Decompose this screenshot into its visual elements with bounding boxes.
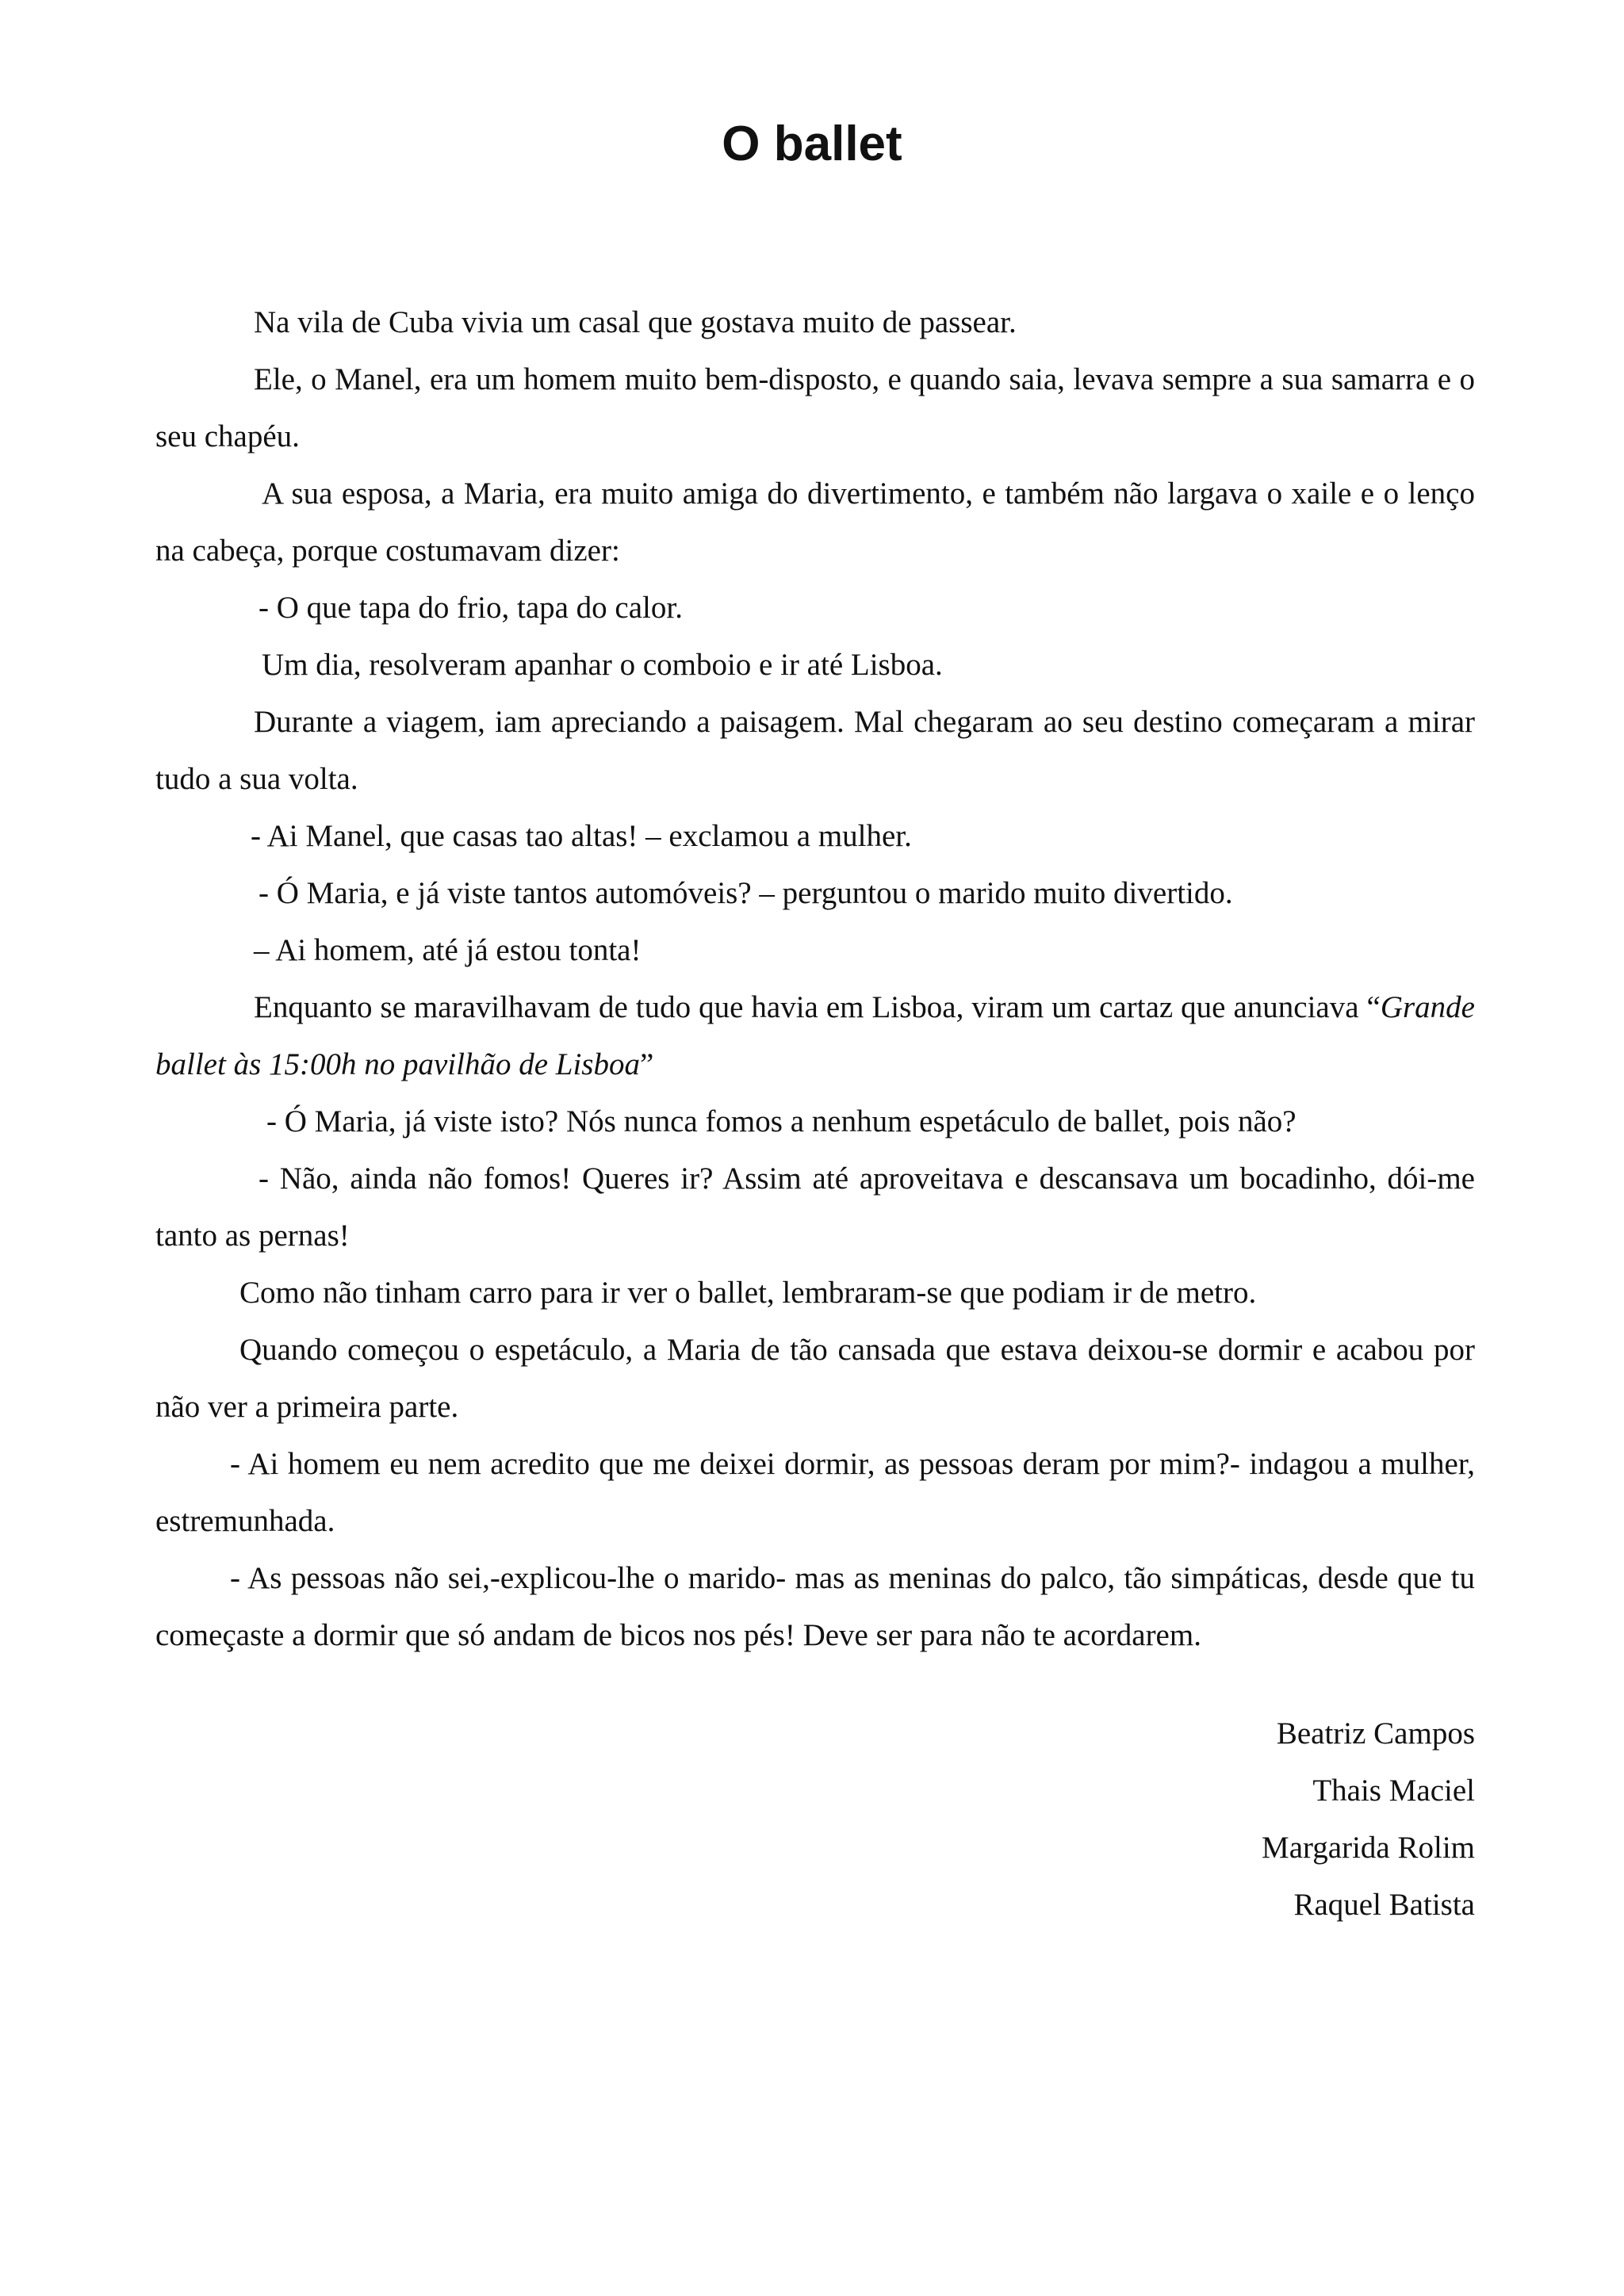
story-paragraph xyxy=(155,1322,1475,1436)
story-paragraph xyxy=(155,808,1475,865)
author-name: Beatriz Campos xyxy=(1276,1716,1475,1751)
paragraph-text: - Ai Manel, que casas tao altas! – exclamou a mulher. xyxy=(251,819,912,853)
story-body xyxy=(155,294,1475,1664)
page-title: O ballet xyxy=(722,117,902,171)
paragraph-text: Durante a viagem, iam apreciando a paisagem. Mal chegaram ao seu destino começaram a mirar tudo a sua volta. xyxy=(155,705,1475,796)
paragraph-text: Como não tinham carro para ir ver o ballet, lembraram-se que podiam ir de metro. xyxy=(239,1276,1257,1310)
story-paragraph xyxy=(155,351,1475,465)
paragraph-text: - Não, ainda não fomos! Queres ir? Assim até aproveitava e descansava um bocadinho, dói-me tanto as pernas! xyxy=(155,1161,1475,1253)
paragraph-text: Enquanto se maravilhavam de tudo que havia em Lisboa, viram um cartaz que anunciava “ xyxy=(254,990,1381,1024)
author-name: Thais Maciel xyxy=(1312,1774,1475,1808)
story-paragraph xyxy=(155,1265,1475,1322)
paragraph-text: – Ai homem, até já estou tonta! xyxy=(254,933,642,967)
paragraph-text: Na vila de Cuba vivia um casal que gostava muito de passear. xyxy=(254,305,1017,339)
story-paragraph xyxy=(155,580,1475,637)
paragraph-text: Um dia, resolveram apanhar o comboio e ir até Lisboa. xyxy=(262,648,943,682)
story-paragraph xyxy=(155,979,1475,1093)
story-paragraph xyxy=(155,637,1475,694)
poster-quote: Grande ballet às 15:00h no pavilhão de Lisboa xyxy=(155,990,1475,1081)
story-paragraph xyxy=(155,1150,1475,1265)
story-paragraph xyxy=(155,1093,1475,1150)
closing-quote: ” xyxy=(639,1047,654,1081)
paragraph-text: - Ó Maria, e já viste tantos automóveis? – perguntou o marido muito divertido. xyxy=(259,876,1233,910)
story-paragraph xyxy=(155,694,1475,808)
paragraph-text: - Ó Maria, já viste isto? Nós nunca fomos a nenhum espetáculo de ballet, pois não? xyxy=(266,1104,1297,1138)
story-paragraph xyxy=(155,1550,1475,1664)
author-name: Margarida Rolim xyxy=(1262,1831,1475,1865)
paragraph-text: Quando começou o espetáculo, a Maria de tão cansada que estava deixou-se dormir e acabou por não ver a primeira parte. xyxy=(155,1333,1475,1424)
story-paragraph xyxy=(155,1436,1475,1550)
author-signatures xyxy=(999,1705,1475,1934)
paragraph-text: - Ai homem eu nem acredito que me deixei dormir, as pessoas deram por mim?- indagou a mulher, estremunhada. xyxy=(155,1447,1475,1538)
paragraph-text: Ele, o Manel, era um homem muito bem-disposto, e quando saia, levava sempre a sua samarra e o seu chapéu. xyxy=(155,362,1475,453)
paragraph-text: A sua esposa, a Maria, era muito amiga do divertimento, e também não largava o xaile e o lenço na cabeça, porque costumavam dizer: xyxy=(155,476,1475,568)
story-paragraph xyxy=(155,865,1475,922)
paragraph-text: - As pessoas não sei,-explicou-lhe o marido- mas as meninas do palco, tão simpáticas, desde que tu começaste a dormir que só andam de bicos nos pés! Deve ser para não te acordarem. xyxy=(155,1561,1475,1652)
story-paragraph xyxy=(155,294,1475,351)
paragraph-text: - O que tapa do frio, tapa do calor. xyxy=(259,591,683,625)
author-name: Raquel Batista xyxy=(1293,1888,1475,1922)
story-paragraph xyxy=(155,922,1475,979)
story-paragraph xyxy=(155,465,1475,580)
